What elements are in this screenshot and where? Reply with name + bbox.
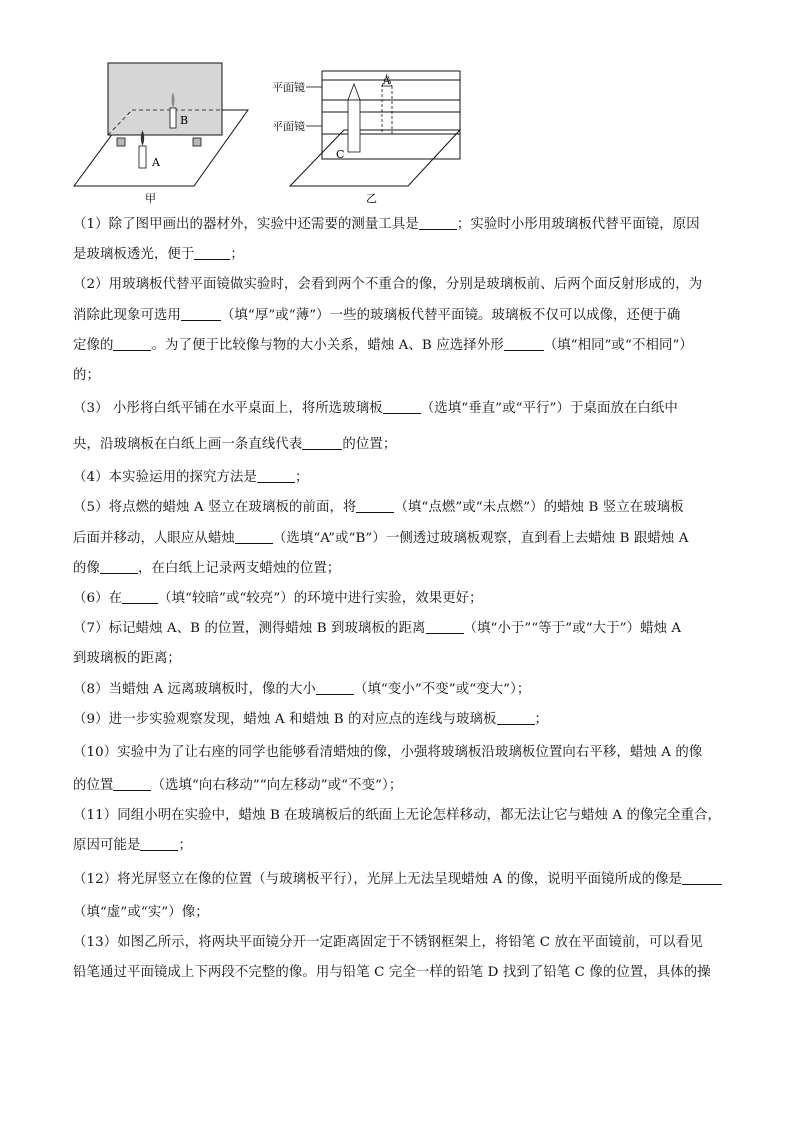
question-line <box>73 898 723 928</box>
line-text: （7）标记蜡烛 A、B 的位置，测得蜡烛 B 到玻璃板的距离 <box>73 621 426 637</box>
line-text: （12）将光屏竖立在像的位置（与玻璃板平行），光屏上无法呈现蜡烛 A 的像，说明平面镜所成的像是 <box>73 871 683 887</box>
question-line <box>73 584 723 614</box>
line-text: 后面并移动，人眼应从蜡烛 <box>73 530 235 546</box>
answer-blank[interactable] <box>235 529 273 544</box>
question-line <box>73 493 723 523</box>
line-text: 的； <box>73 368 100 384</box>
line-text: （10）实验中为了让右座的同学也能够看清蜡烛的像，小强将玻璃板沿玻璃板位置向右平移，蜡烛 A 的像 <box>73 745 703 761</box>
jia-glass-plate <box>108 63 222 135</box>
line-text: （填“点燃”或“未点燃”）的蜡烛 B 竖立在玻璃板 <box>394 500 684 516</box>
yi-pencil-c <box>348 100 360 152</box>
answer-blank[interactable] <box>497 710 535 725</box>
line-text: 的位置； <box>342 437 397 453</box>
question-line <box>73 361 723 391</box>
line-text: 。为了便于比较像与物的大小关系，蜡烛 A、B 应选择外形 <box>151 337 504 353</box>
answer-blank[interactable] <box>100 559 138 574</box>
question-text <box>73 210 723 988</box>
question-line <box>73 524 723 554</box>
answer-blank[interactable] <box>113 336 151 351</box>
question-line <box>73 735 723 771</box>
experiment-figure <box>70 54 490 204</box>
line-text: （4）本实验运用的探究方法是 <box>73 470 257 486</box>
question-line <box>73 301 723 331</box>
answer-blank[interactable] <box>504 336 544 351</box>
jia-candle-b <box>170 108 176 128</box>
answer-blank[interactable] <box>257 468 295 483</box>
line-text: ，在白纸上记录两支蜡烛的位置； <box>137 560 341 576</box>
question-line <box>73 675 723 705</box>
answer-blank[interactable] <box>302 435 342 450</box>
line-text: （5）将点燃的蜡烛 A 竖立在玻璃板的前面，将 <box>73 500 357 516</box>
line-text: 央，沿玻璃板在白纸上画一条直线代表 <box>73 437 303 453</box>
line-text: （填“较暗”或“较亮”）的环境中进行实验，效果更好； <box>158 591 483 607</box>
line-text: （11）同组小明在实验中，蜡烛 B 在玻璃板后的纸面上无论怎样移动，都无法让它与蜡烛 A 的像完全重合， <box>73 808 721 824</box>
answer-blank[interactable] <box>419 215 457 230</box>
line-text: （8）当蜡烛 A 远离玻璃板时，像的大小 <box>73 681 316 697</box>
yi-label-mirror-top: 平面镜 <box>272 81 305 94</box>
yi-pencil-image <box>382 86 392 134</box>
question-line <box>73 554 723 584</box>
yi-label-a: A <box>383 76 391 87</box>
jia-block-left <box>117 138 125 146</box>
question-line <box>73 771 723 801</box>
line-text: ；实验时小彤用玻璃板代替平面镜，原因 <box>456 217 700 232</box>
jia-block-right <box>193 138 201 146</box>
question-line <box>73 614 723 644</box>
line-text: 定像的 <box>73 337 114 353</box>
line-text: ； <box>295 470 309 486</box>
figure-drawing <box>70 54 490 204</box>
line-text: （6）在 <box>73 591 123 607</box>
answer-blank[interactable] <box>426 619 464 634</box>
line-text: （1）除了图甲画出的器材外，实验中还需要的测量工具是 <box>73 217 419 232</box>
question-line <box>73 391 723 427</box>
question-line <box>73 240 723 270</box>
line-text: 铅笔通过平面镜成上下两段不完整的像。用与铅笔 C 完全一样的铅笔 D 找到了铅笔 C 像的位置，具体的操 <box>73 965 711 981</box>
answer-blank[interactable] <box>140 836 178 851</box>
question-line <box>73 210 723 240</box>
question-line <box>73 801 723 831</box>
answer-blank[interactable] <box>194 245 230 260</box>
question-line <box>73 862 723 898</box>
line-text: （填“虚”或“实”）像； <box>73 904 209 920</box>
jia-label-b: B <box>180 114 189 127</box>
line-text: （2）用玻璃板代替平面镜做实验时，会看到两个不重合的像，分别是玻璃板前、后两个面反射形成的，为 <box>73 277 703 293</box>
yi-pencil-c-tip <box>348 84 360 100</box>
yi-table <box>290 130 460 186</box>
jia-caption: 甲 <box>145 192 156 204</box>
jia-candle-a <box>139 146 146 168</box>
answer-blank[interactable] <box>181 306 221 321</box>
jia-label-a: A <box>152 156 160 169</box>
line-text: （填“小于”“等于”或“大于”）蜡烛 A <box>463 621 682 637</box>
yi-caption: 乙 <box>366 192 377 204</box>
answer-blank[interactable] <box>316 680 354 695</box>
question-line <box>73 928 723 958</box>
line-text: （填“变小”不变”或“变大”）； <box>353 681 531 697</box>
line-text: ； <box>230 247 244 263</box>
answer-blank[interactable] <box>383 399 421 414</box>
line-text: 是玻璃板透光，便于 <box>73 247 195 263</box>
answer-blank[interactable] <box>682 870 722 885</box>
line-text: （填“相同”或“不相同”） <box>543 337 693 353</box>
question-line <box>73 644 723 674</box>
line-text: （选填“向右移动”“向左移动”或“不变”）； <box>151 778 403 794</box>
question-line <box>73 427 723 463</box>
line-text: 原因可能是 <box>73 838 141 854</box>
line-text: （填“厚”或“薄”）一些的玻璃板代替平面镜。玻璃板不仅可以成像，还便于确 <box>220 307 681 323</box>
line-text: （3） 小彤将白纸平铺在水平桌面上，将所选玻璃板 <box>73 401 383 417</box>
question-line <box>73 270 723 300</box>
answer-blank[interactable] <box>113 776 151 791</box>
yi-label-c: C <box>336 148 345 161</box>
line-text: （选填“A”或“B”）一侧透过玻璃板观察，直到看上去蜡烛 B 跟蜡烛 A <box>272 530 689 546</box>
line-text: ； <box>178 838 192 854</box>
question-line <box>73 831 723 861</box>
yi-label-mirror-bottom: 平面镜 <box>272 120 305 133</box>
line-text: （选填“垂直”或“平行”）于桌面放在白纸中 <box>420 401 678 417</box>
answer-blank[interactable] <box>122 589 158 604</box>
question-line <box>73 331 723 361</box>
answer-blank[interactable] <box>356 498 394 513</box>
line-text: （13）如图乙所示，将两块平面镜分开一定距离固定于不锈钢框架上，将铅笔 C 放在平面镜前，可以看见 <box>73 934 703 950</box>
line-text: （9）进一步实验观察发现，蜡烛 A 和蜡烛 B 的对应点的连线与玻璃板 <box>73 711 497 727</box>
question-line <box>73 705 723 735</box>
question-line <box>73 463 723 493</box>
line-text: 的位置 <box>73 778 114 794</box>
line-text: ； <box>534 711 548 727</box>
line-text: 消除此现象可选用 <box>73 307 181 323</box>
line-text: 的像 <box>73 560 100 576</box>
question-line <box>73 958 723 988</box>
line-text: 到玻璃板的距离； <box>73 651 181 667</box>
